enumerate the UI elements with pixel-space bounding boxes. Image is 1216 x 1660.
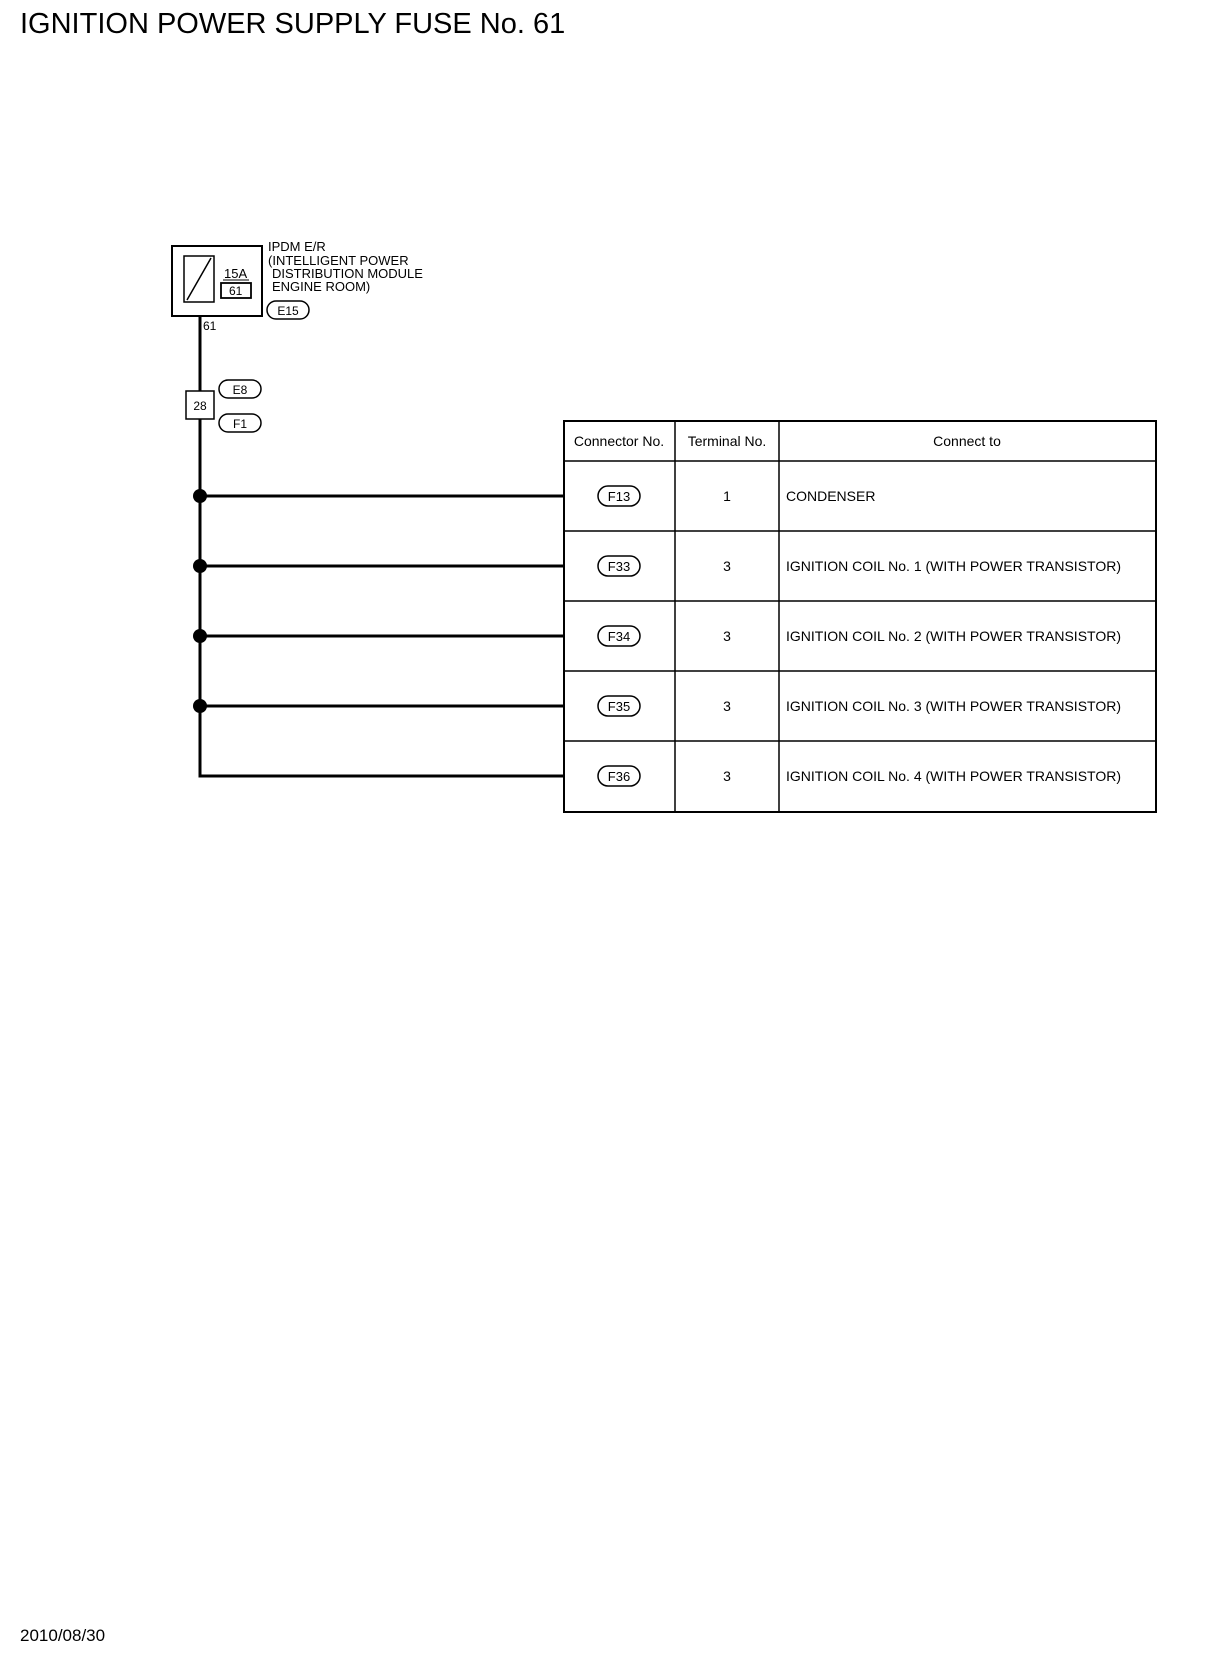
- splice-dot-4: [193, 699, 207, 713]
- row-5-connector: F36: [607, 769, 631, 784]
- row-5-connect-to: IGNITION COIL No. 4 (WITH POWER TRANSISTOR): [786, 768, 1121, 784]
- row-2-connect-to: IGNITION COIL No. 1 (WITH POWER TRANSISTOR): [786, 558, 1121, 574]
- ipdm-label-line-1: IPDM E/R: [268, 239, 326, 254]
- splice-dot-3: [193, 629, 207, 643]
- row-2-terminal: 3: [723, 558, 731, 574]
- table-header-connect-to: Connect to: [933, 433, 1001, 449]
- ipdm-label-line-2: (INTELLIGENT POWER: [268, 253, 409, 268]
- row-1-connect-to: CONDENSER: [786, 488, 876, 504]
- joint-connector-upper: E8: [232, 383, 248, 397]
- joint-connector-lower: F1: [232, 417, 248, 431]
- row-2-connector: F33: [607, 559, 631, 574]
- fuse-number: 61: [229, 284, 243, 298]
- splice-dot-1: [193, 489, 207, 503]
- row-3-connect-to: IGNITION COIL No. 2 (WITH POWER TRANSISTOR): [786, 628, 1121, 644]
- ipdm-label-line-4: ENGINE ROOM): [272, 279, 371, 294]
- ipdm-module: [172, 239, 423, 333]
- row-5-terminal: 3: [723, 768, 731, 784]
- row-4-connect-to: IGNITION COIL No. 3 (WITH POWER TRANSISTOR): [786, 698, 1121, 714]
- splice-dot-2: [193, 559, 207, 573]
- table-header-terminal: Terminal No.: [687, 433, 767, 449]
- row-3-connector: F34: [607, 629, 631, 644]
- branch-wires: [193, 489, 564, 776]
- ipdm-label-line-3: DISTRIBUTION MODULE: [272, 266, 423, 281]
- connector-table: [564, 421, 1156, 812]
- ipdm-terminal: 61: [203, 319, 217, 333]
- row-1-connector: F13: [607, 489, 631, 504]
- table-border: [564, 421, 1156, 812]
- footer-date: 2010/08/30: [20, 1626, 106, 1645]
- row-4-connector: F35: [607, 699, 631, 714]
- row-4-terminal: 3: [723, 698, 731, 714]
- row-3-terminal: 3: [723, 628, 731, 644]
- fuse-rating: 15A: [224, 266, 248, 281]
- row-1-terminal: 1: [723, 488, 731, 504]
- relay-diagonal: [187, 258, 211, 300]
- page-title: IGNITION POWER SUPPLY FUSE No. 61: [20, 8, 566, 40]
- joint-terminal: 28: [193, 399, 207, 413]
- table-header-connector: Connector No.: [573, 433, 665, 449]
- ipdm-connector: E15: [277, 304, 299, 318]
- joint-connector: [186, 380, 261, 432]
